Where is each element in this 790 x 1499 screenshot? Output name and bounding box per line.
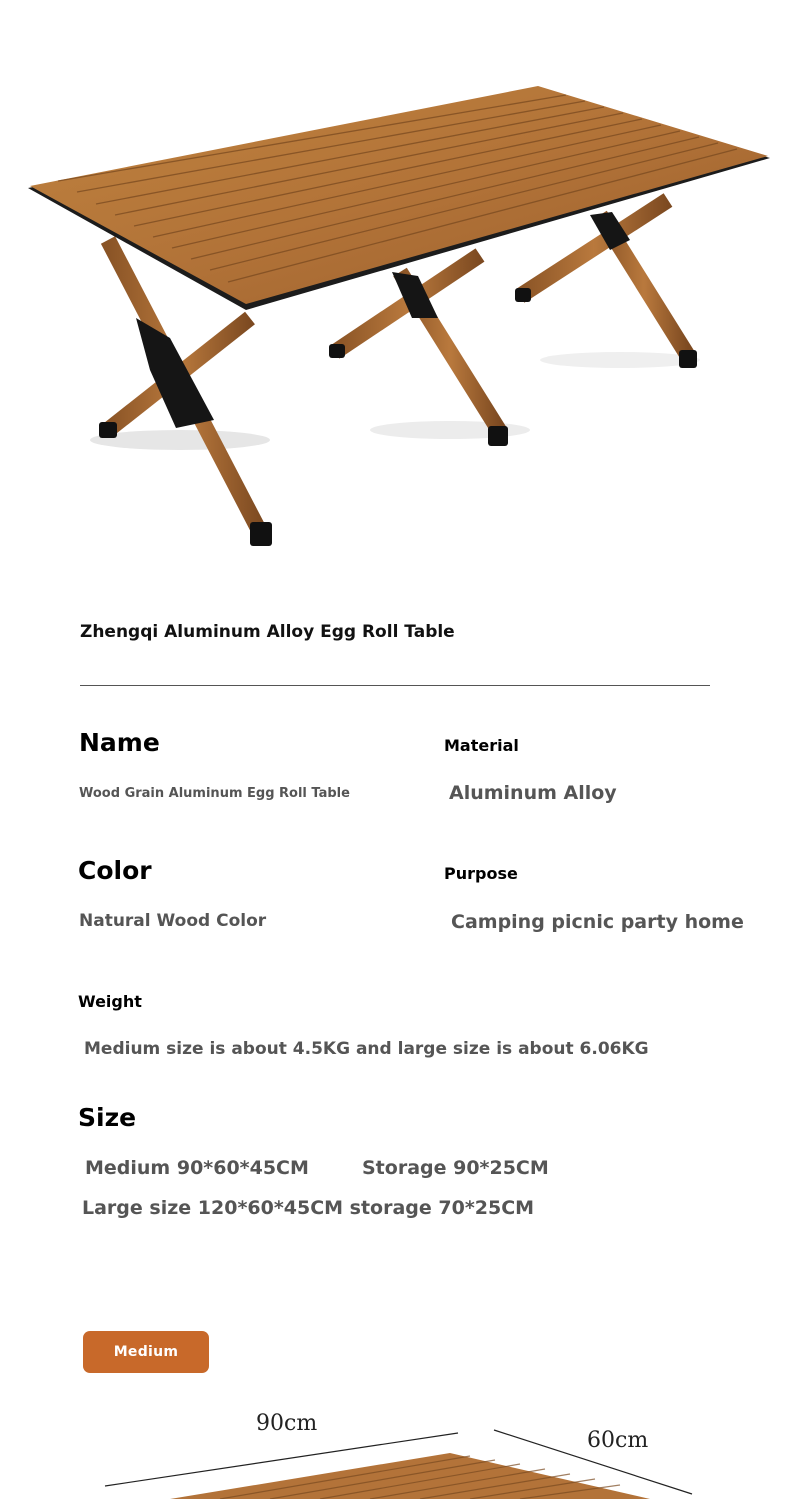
divider bbox=[80, 685, 710, 686]
spec-color-label: Color bbox=[78, 856, 152, 885]
variant-badge-medium[interactable]: Medium bbox=[83, 1331, 209, 1373]
spec-purpose-label: Purpose bbox=[444, 864, 518, 883]
spec-color-value: Natural Wood Color bbox=[79, 911, 267, 931]
spec-size-medium-storage: Storage 90*25CM bbox=[362, 1157, 549, 1179]
spec-name-label: Name bbox=[79, 728, 160, 757]
dimension-length-label: 90cm bbox=[256, 1411, 318, 1436]
spec-purpose-value: Camping picnic party home bbox=[451, 911, 744, 933]
spec-size-label: Size bbox=[78, 1103, 137, 1132]
dimension-diagram bbox=[0, 1390, 790, 1499]
product-image-table bbox=[0, 0, 790, 590]
dimension-width-label: 60cm bbox=[587, 1428, 649, 1453]
spec-weight-label: Weight bbox=[78, 992, 142, 1011]
spec-weight-value: Medium size is about 4.5KG and large size is about 6.06KG bbox=[84, 1039, 649, 1059]
spec-size-medium: Medium 90*60*45CM bbox=[85, 1157, 309, 1179]
product-title: Zhengqi Aluminum Alloy Egg Roll Table bbox=[80, 622, 455, 642]
spec-size-large: Large size 120*60*45CM storage 70*25CM bbox=[82, 1197, 535, 1219]
spec-name-value: Wood Grain Aluminum Egg Roll Table bbox=[79, 786, 350, 801]
spec-material-value: Aluminum Alloy bbox=[449, 782, 617, 804]
spec-material-label: Material bbox=[444, 736, 519, 755]
